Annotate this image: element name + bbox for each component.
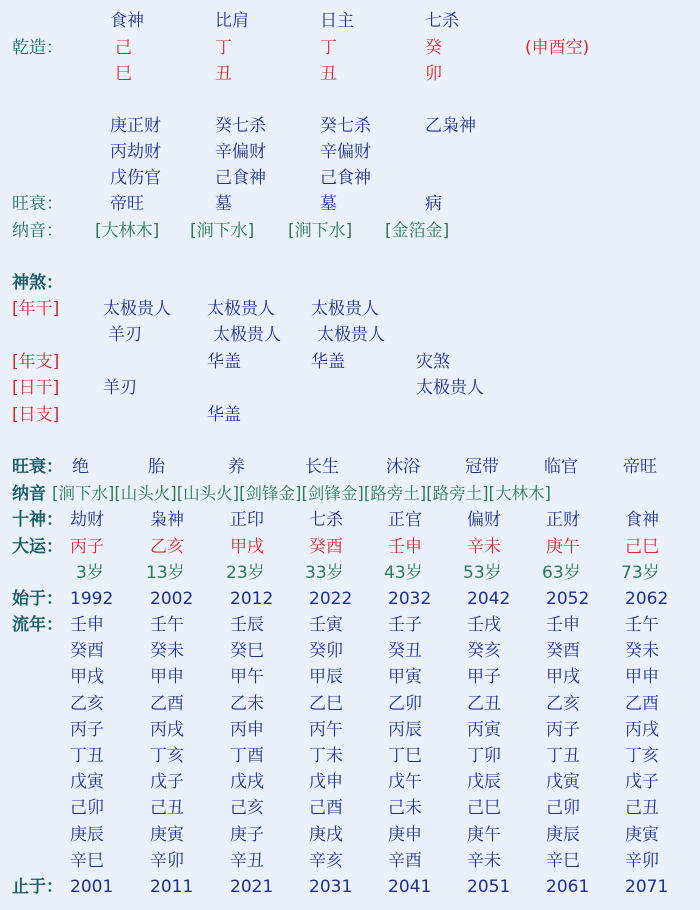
wangshuai-cell: 沐浴 (386, 457, 420, 477)
dy-end-label: 止于： (12, 877, 63, 897)
liunian-cell: 壬戌 (467, 615, 501, 635)
end-year: 2041 (388, 877, 432, 897)
canggan-month-1: 癸七杀 (215, 116, 266, 136)
liunian-cell: 庚申 (388, 824, 422, 845)
liunian-cell: 甲戌 (546, 667, 580, 688)
dayun-pillar: 壬申 (388, 537, 422, 557)
dy-start-label: 始于： (12, 589, 63, 609)
dayun-pillar: 辛未 (467, 537, 501, 557)
gan-month: 丁 (215, 38, 232, 58)
liunian-cell: 丙戌 (625, 719, 659, 740)
wangshuai-cell: 冠带 (465, 457, 499, 477)
liunian-cell: 丁丑 (546, 746, 580, 766)
liunian-cell: 癸丑 (388, 641, 422, 662)
start-year: 2012 (230, 589, 274, 609)
dayun-pillar: 癸酉 (309, 537, 343, 557)
liunian-cell: 癸酉 (546, 641, 580, 662)
shensha-niangan-2: 太极贵人 (207, 299, 275, 319)
shishen-cell: 偏财 (467, 510, 501, 530)
dayun-pillar: 己巳 (625, 537, 659, 557)
gan-day: 丁 (320, 38, 337, 58)
liunian-cell: 丙戌 (150, 719, 184, 740)
liunian-cell: 戊寅 (546, 772, 580, 793)
shensha-rigan-2: 太极贵人 (416, 378, 484, 398)
zhi-hour: 卯 (425, 64, 442, 84)
liunian-cell: 己巳 (467, 798, 501, 819)
qianzao-label: 乾造： (12, 38, 63, 58)
start-year: 2002 (150, 589, 194, 609)
dy-shishen-label: 十神： (12, 510, 63, 530)
shensha-rigan-label: [日干] (12, 378, 60, 398)
liunian-cell: 丙午 (309, 719, 343, 740)
dayun-age: 23岁 (226, 563, 265, 583)
liunian-cell: 庚子 (230, 824, 264, 845)
shensha-rizhi-1: 华盖 (207, 405, 241, 425)
liunian-cell: 己丑 (625, 798, 659, 819)
shensha-niangan-1: 太极贵人 (103, 299, 171, 319)
liunian-cell: 癸亥 (467, 641, 501, 662)
liunian-cell: 甲午 (230, 667, 264, 688)
shensha-nianzhi-1: 华盖 (207, 352, 241, 372)
liunian-cell: 戊申 (309, 772, 343, 793)
liunian-cell: 庚辰 (546, 824, 580, 845)
liunian-cell: 己酉 (309, 798, 343, 819)
dy-wangshuai-label: 旺衰： (12, 457, 63, 477)
canggan-day-1: 癸七杀 (320, 116, 371, 136)
dayun-age: 33岁 (305, 563, 344, 583)
liunian-cell: 庚寅 (150, 824, 184, 845)
canggan-month-2: 辛偏财 (215, 142, 266, 162)
liunian-cell: 丙寅 (467, 719, 501, 740)
start-year: 2062 (625, 589, 669, 609)
end-year: 2071 (625, 877, 669, 897)
end-year: 2051 (467, 877, 511, 897)
shishen-cell: 正财 (546, 510, 580, 530)
liunian-cell: 癸巳 (230, 641, 264, 662)
dayun-age: 73岁 (621, 563, 660, 583)
liunian-cell: 甲申 (150, 667, 184, 688)
shishen-hour: 七杀 (425, 11, 459, 31)
start-year: 2022 (309, 589, 353, 609)
dy-dayun-label: 大运： (12, 537, 63, 557)
liunian-cell: 丁亥 (150, 746, 184, 766)
liunian-cell: 辛卯 (150, 850, 184, 871)
gan-hour: 癸 (425, 38, 442, 58)
wangshuai-month: 墓 (215, 194, 232, 214)
liunian-cell: 丁卯 (467, 746, 501, 766)
liunian-cell: 辛未 (467, 850, 501, 871)
shishen-cell: 食神 (625, 510, 659, 530)
wangshuai-cell: 帝旺 (623, 457, 657, 477)
nayin-hour: [金箔金] (385, 221, 450, 241)
liunian-cell: 戊戌 (230, 772, 264, 793)
liunian-cell: 丁亥 (625, 746, 659, 766)
wangshuai-cell: 养 (228, 457, 245, 477)
end-year: 2031 (309, 877, 353, 897)
shensha-nianzhi-label: [年支] (12, 352, 60, 372)
liunian-cell: 乙未 (230, 693, 264, 714)
liunian-cell: 癸酉 (70, 641, 104, 662)
liunian-cell: 庚戌 (309, 824, 343, 845)
dayun-age: 43岁 (384, 563, 423, 583)
dayun-age: 13岁 (146, 563, 185, 583)
liunian-cell: 壬辰 (230, 615, 264, 635)
start-year: 2042 (467, 589, 511, 609)
liunian-cell: 乙酉 (625, 693, 659, 714)
liunian-cell: 己未 (388, 798, 422, 819)
canggan-year-3: 戊伤官 (110, 168, 161, 188)
dayun-pillar: 丙子 (70, 537, 104, 557)
end-year: 2021 (230, 877, 274, 897)
liunian-cell: 壬申 (70, 615, 104, 635)
zhi-day: 丑 (320, 64, 337, 84)
liunian-cell: 庚午 (467, 824, 501, 845)
canggan-year-2: 丙劫财 (110, 142, 161, 162)
liunian-cell: 戊子 (625, 772, 659, 793)
liunian-cell: 己亥 (230, 798, 264, 819)
dy-nayin-label: 纳音 (12, 484, 46, 504)
liunian-cell: 乙卯 (388, 693, 422, 714)
canggan-day-3: 己食神 (320, 168, 371, 188)
wangshuai-cell: 临官 (544, 457, 578, 477)
start-year: 2052 (546, 589, 590, 609)
shishen-cell: 七杀 (309, 510, 343, 530)
dayun-pillar: 庚午 (546, 537, 580, 557)
liunian-cell: 庚寅 (625, 824, 659, 845)
shensha-niangan-label: [年干] (12, 299, 60, 319)
liunian-cell: 丙申 (230, 719, 264, 740)
liunian-cell: 戊午 (388, 772, 422, 793)
liunian-cell: 戊子 (150, 772, 184, 793)
dy-nayin-line: [涧下水][山头火][山头火][剑锋金][剑锋金][路旁土][路旁土][大林木] (52, 484, 551, 503)
liunian-cell: 辛酉 (388, 850, 422, 871)
liunian-cell: 丙辰 (388, 719, 422, 740)
liunian-cell: 甲子 (467, 667, 501, 688)
wangshuai-hour: 病 (425, 194, 442, 214)
kongwang: (申酉空) (525, 38, 590, 58)
liunian-cell: 乙丑 (467, 693, 501, 714)
liunian-cell: 丙子 (70, 719, 104, 740)
nayin-day: [涧下水] (288, 221, 353, 241)
nayin-label: 纳音： (12, 221, 63, 241)
shensha-niangan-3: 太极贵人 (311, 299, 379, 319)
liunian-cell: 己卯 (546, 798, 580, 819)
liunian-cell: 辛巳 (70, 850, 104, 871)
gan-year: 己 (115, 38, 132, 58)
liunian-cell: 丙子 (546, 719, 580, 740)
dayun-pillar: 甲戌 (230, 537, 264, 557)
liunian-cell: 壬申 (546, 615, 580, 635)
dayun-age: 3岁 (76, 563, 104, 583)
liunian-cell: 丁未 (309, 746, 343, 766)
wangshuai-cell: 胎 (148, 457, 165, 477)
wangshuai-cell: 绝 (72, 457, 89, 477)
liunian-cell: 甲戌 (70, 667, 104, 688)
end-year: 2061 (546, 877, 590, 897)
shishen-cell: 正印 (230, 510, 264, 530)
shensha-rizhi-label: [日支] (12, 405, 60, 425)
canggan-month-3: 己食神 (215, 168, 266, 188)
dayun-pillar: 乙亥 (150, 537, 184, 557)
shishen-month: 比肩 (215, 11, 249, 31)
shensha-row2-3: 太极贵人 (317, 325, 385, 345)
liunian-cell: 丁巳 (388, 746, 422, 766)
liunian-cell: 庚辰 (70, 824, 104, 845)
liunian-cell: 甲辰 (309, 667, 343, 688)
liunian-cell: 丁酉 (230, 746, 264, 766)
shishen-cell: 正官 (388, 510, 422, 530)
liunian-cell: 己卯 (70, 798, 104, 819)
shishen-cell: 枭神 (150, 510, 184, 530)
liunian-cell: 辛卯 (625, 850, 659, 871)
liunian-cell: 壬午 (150, 615, 184, 635)
nayin-month: [涧下水] (190, 221, 255, 241)
liunian-cell: 壬子 (388, 615, 422, 635)
shishen-day: 日主 (320, 11, 354, 31)
shensha-title: 神煞： (12, 273, 63, 293)
liunian-cell: 癸未 (150, 641, 184, 662)
dayun-age: 63岁 (542, 563, 581, 583)
shensha-row2-1: 羊刃 (108, 325, 142, 345)
liunian-cell: 辛丑 (230, 850, 264, 871)
canggan-day-2: 辛偏财 (320, 142, 371, 162)
liunian-cell: 乙巳 (309, 693, 343, 714)
end-year: 2001 (70, 877, 114, 897)
liunian-cell: 己丑 (150, 798, 184, 819)
wangshuai-label: 旺衰： (12, 194, 63, 214)
liunian-cell: 乙亥 (70, 693, 104, 714)
dayun-age: 53岁 (463, 563, 502, 583)
liunian-cell: 戊辰 (467, 772, 501, 793)
end-year: 2011 (150, 877, 194, 897)
liunian-cell: 辛亥 (309, 850, 343, 871)
shishen-cell: 劫财 (70, 510, 104, 530)
liunian-cell: 辛巳 (546, 850, 580, 871)
shensha-rigan-1: 羊刃 (103, 378, 137, 398)
shensha-nianzhi-2: 华盖 (311, 352, 345, 372)
start-year: 1992 (70, 589, 114, 609)
dy-liunian-label: 流年： (12, 615, 63, 635)
liunian-cell: 乙酉 (150, 693, 184, 714)
start-year: 2032 (388, 589, 432, 609)
liunian-cell: 甲申 (625, 667, 659, 688)
canggan-hour-1: 乙枭神 (425, 116, 476, 136)
liunian-cell: 壬寅 (309, 615, 343, 635)
liunian-cell: 壬午 (625, 615, 659, 635)
liunian-cell: 戊寅 (70, 772, 104, 793)
shishen-year: 食神 (110, 11, 144, 31)
liunian-cell: 乙亥 (546, 693, 580, 714)
canggan-year-1: 庚正财 (110, 116, 161, 136)
wangshuai-day: 墓 (320, 194, 337, 214)
nayin-year: [大林木] (95, 221, 160, 241)
shensha-nianzhi-3: 灾煞 (416, 352, 450, 372)
liunian-cell: 癸卯 (309, 641, 343, 662)
liunian-cell: 甲寅 (388, 667, 422, 688)
wangshuai-year: 帝旺 (110, 194, 144, 214)
liunian-cell: 癸未 (625, 641, 659, 662)
zhi-month: 丑 (215, 64, 232, 84)
shensha-row2-2: 太极贵人 (213, 325, 281, 345)
liunian-cell: 丁丑 (70, 746, 104, 766)
wangshuai-cell: 长生 (305, 457, 339, 477)
zhi-year: 巳 (115, 64, 132, 84)
